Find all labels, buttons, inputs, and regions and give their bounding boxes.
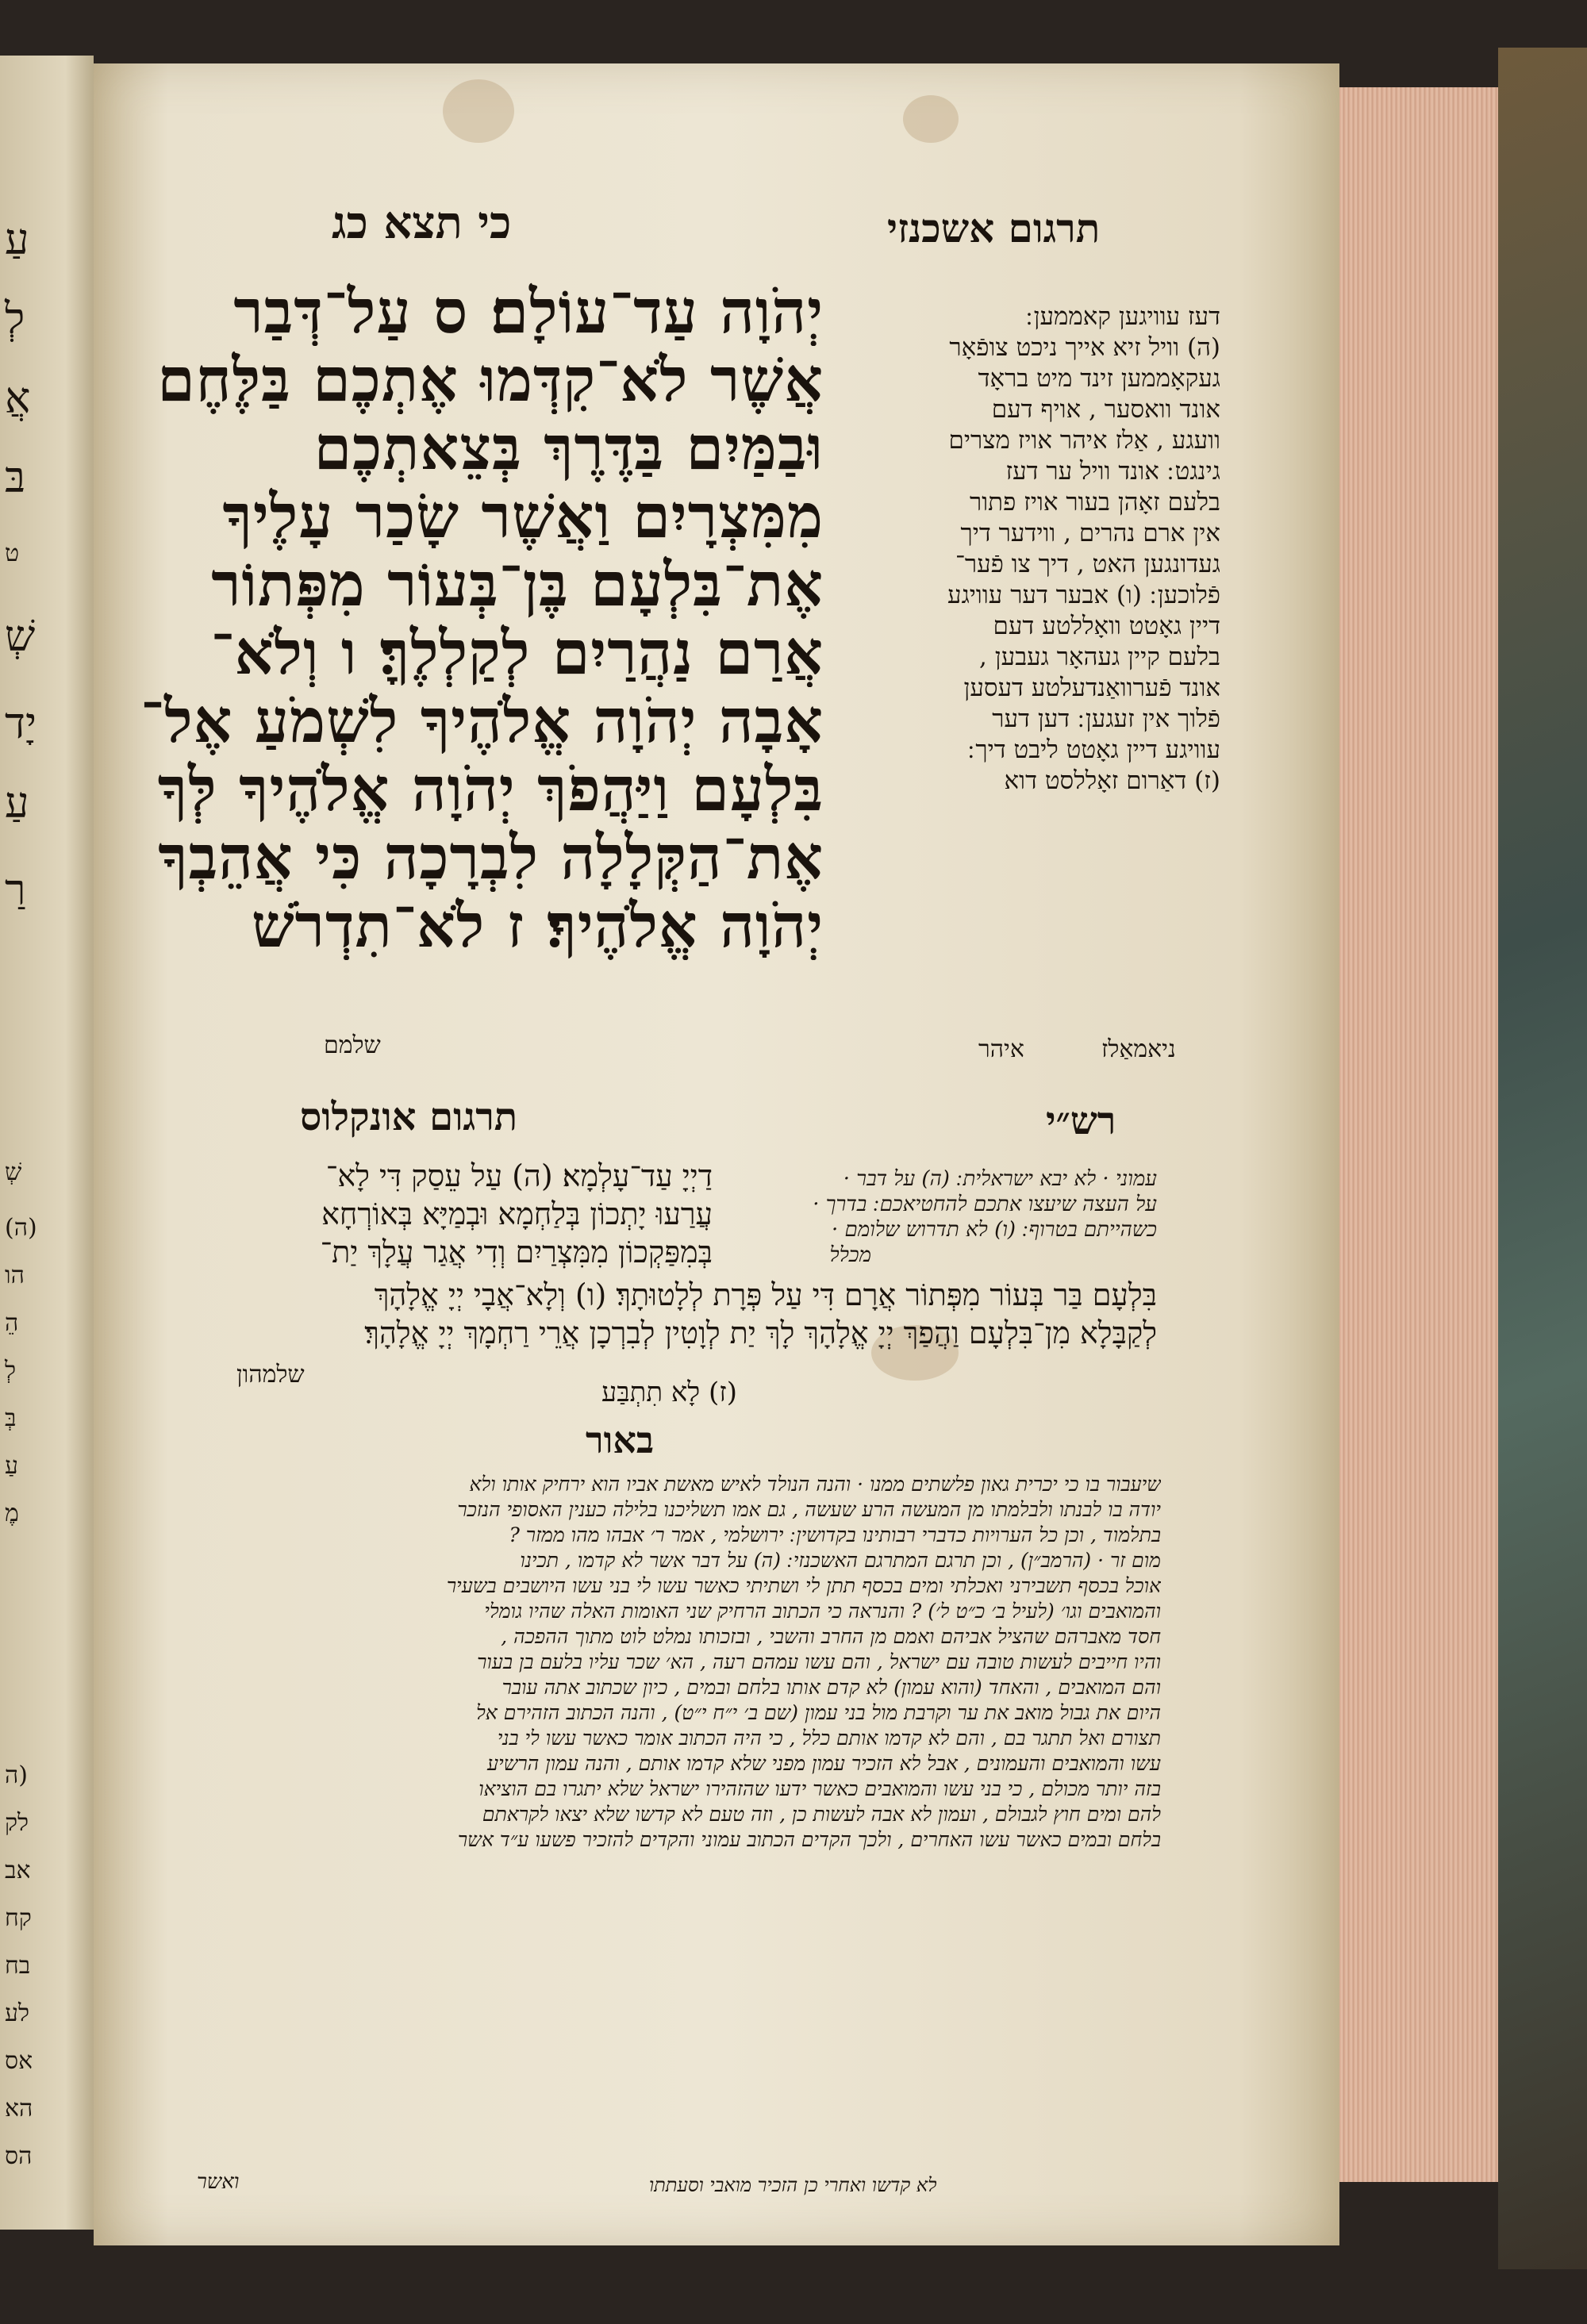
translation-line: אונד פֿערוואַנדעלטע דעסען [963, 674, 1220, 702]
biur-line: והמואבים וגו׳ (לעיל ב׳ כ״ט ל׳) ? והנראה כי הכתוב הרחיק שני האומות האלה שהיו גומלי [484, 1600, 1161, 1623]
translation-line: (ה) וויל זיא אייך ניכט צופֿאָר [949, 333, 1220, 362]
prev-fragment: בּ [5, 452, 26, 502]
foxing-stain [903, 95, 959, 143]
rashi-text [713, 1166, 1157, 1268]
prev-fragment: הא [5, 2095, 33, 2122]
prev-fragment: יָד [5, 698, 37, 748]
onkelos-line: בְּמִפַּקְכוֹן מִמִּצְרַיִם וְדִי אֲגַר עֲלָךְ יַת־ [320, 1235, 713, 1270]
biur-line: עשו והמואבים והעמונים , אבל לא הזכיר עמון מפני שלא קדמו אותם , והנה עמון הרשיע [487, 1752, 1161, 1775]
biur-header: באור [586, 1419, 655, 1462]
translation-line: פֿלוכען ׃ (ו) אבער דער עוויגע [947, 581, 1220, 609]
prev-fragment: בח [5, 1952, 31, 1980]
hebrew-line: אֶת־הַקְּלָלָה לִבְרָכָה כִּי אֲהֵבְךָ [158, 824, 824, 892]
translation-line: אין ארם נהרים , ווידער דיך [960, 519, 1220, 547]
hebrew-line: יְהֹוָה אֱלֹהֶיךָ׃ ז לֹא־תִדְרֹשׁ [251, 892, 824, 960]
biur-line: להם ומים חוץ לגבולם , ועמון לא אבה לעשות כן , וזה טעם לא קדשו שלא יצאו לקראתם [482, 1803, 1161, 1826]
hebrew-line: יְהֹוָה עַד־עוֹלָם׃ ס עַל־דְּבַר [233, 278, 824, 346]
prev-fragment: קח [5, 1904, 32, 1932]
onkelos-header: תרגום אונקלוס [300, 1095, 518, 1139]
biur-line: חסד מאברהם שהציל אביהם ואמם מן החרב והשבי , ובזכותו נמלט לוט מתוך ההפכה , [501, 1625, 1161, 1648]
prev-fragment: עַ [5, 1452, 18, 1480]
translation-line: געקאָממען זינד מיט בראָד [978, 364, 1220, 393]
translation-line: (ז) דאַרום זאָללסט דוא [1004, 766, 1220, 795]
prev-fragment: לְ [5, 294, 25, 344]
onkelos-line: לְקַבָּלָא מִן־בִּלְעָם וַהֲפַךְ יְיָ אֱלָהָךְ לָךְ יַת לְוָטִין לְבִרְכָן אֲרֵי רַחְמָךְ יְיָ אֱלָהָךְ׃ [364, 1316, 1157, 1350]
hebrew-line: אֲשֶׁר לֹא־קִדְּמוּ אֶתְכֶם בַּלֶּחֶם [157, 346, 824, 414]
onkelos-text-bottom [141, 1276, 1157, 1352]
prev-fragment: אב [5, 1857, 31, 1884]
biur-catchword: לא קדשו ואחרי כן הזכיר מואבי וסעתתו [649, 2174, 937, 2196]
prev-fragment: שְׁ [5, 611, 36, 661]
hebrew-line: מִמִּצְרָיִם וַאֲשֶׁר שָׂכַר עָלֶיךָ [222, 482, 824, 551]
onkelos-line: עֲרַעוּ יָתְכוֹן בְּלַחְמָא וּבְמַיָּא בְּאוֹרְחָא [321, 1197, 713, 1231]
translation-line: בלעם קיין געהאָר געבען , [979, 643, 1220, 671]
hebrew-catchword: שלמם [324, 1031, 381, 1059]
biur-line: מום זר · (הרמב״ן) , וכן תרגם המתרגם האשכנזי ׃ (ה) על דבר אשר לא קדמו , תכינו [520, 1549, 1161, 1572]
rashi-line: על העצה שיעצו אתכם להחטיאכם ׃ בדרך · [813, 1193, 1157, 1216]
translation-line: עוויגע דיין גאָטט ליבט דיך ׃ [967, 736, 1220, 764]
translation-line: דיין גאָטט וואָללטע דעם [993, 612, 1220, 640]
prev-fragment: מֶ [5, 1500, 19, 1527]
onkelos-line: דַיְיָ עַד־עָלְמָא׃ (ה) עַל עֵסַק דִּי לָא־ [325, 1158, 713, 1193]
rashi-line: עמוני · לא יבא ישראלית ׃ (ה) על דבר · [843, 1167, 1157, 1191]
translation-line: וועגע , אַלז איהר אויז מצרים [948, 426, 1220, 455]
rashi-line: מכלל [829, 1243, 871, 1267]
translation-line: פֿלוך אין זעגען ׃ דען דער [992, 705, 1220, 733]
translation-line: געדונגען האט , דיך צו פֿער־ [955, 550, 1220, 578]
biur-line: תצורם ואל תתגר בם , והם לא קדמו אותם כלל , כי היה הכתוב אומר כאשר עשו לי בני [497, 1727, 1161, 1750]
biur-line: והיו חייבים לעשות טובה עם ישראל , והם עשו עמהם רעה , הא׳ שכר עליו בלעם בן בעור [477, 1650, 1161, 1673]
prev-fragment: אֲ [5, 373, 31, 423]
biur-line: היום את גבול מואב את ער וקרבת מול בני עמון (שם ב׳ י״ח י״ט) , והנה הכתוב הזהירם אל [476, 1701, 1161, 1724]
book-cover [1498, 48, 1587, 2269]
rashi-header: רש״י [1046, 1099, 1116, 1143]
hebrew-line: אֶת־בִּלְעָם בֶּן־בְּעוֹר מִפְּתוֹר [211, 551, 824, 619]
biur-line: שיעבור בו כי יכרית גאון פלשתים ממנו · והנה הנולד לאיש מאשת אביו הוא ירחיק אותו ולא [469, 1473, 1161, 1496]
running-header-translation: תרגום אשכנזי [887, 205, 1101, 252]
prev-fragment: הו [5, 1262, 25, 1289]
hebrew-main-text [111, 278, 824, 960]
prev-fragment: (ה) [5, 1214, 37, 1242]
prev-fragment: ט [5, 540, 20, 567]
hebrew-line: אֲרַם נַהֲרַיִם לְקַלְלֶךָּ׃ ו וְלֹא־ [210, 619, 824, 687]
prev-fragment: שְׁ [5, 1158, 22, 1186]
biur-commentary [129, 1472, 1161, 1853]
foxing-stain [443, 79, 514, 143]
translation-line: אונד וואסער , אויף דעם [991, 395, 1220, 424]
prev-fragment: רַ [5, 865, 26, 915]
onkelos-catchword: (ז) לָא תִתְבַּע [601, 1377, 738, 1408]
prev-fragment: לְ [5, 1357, 17, 1385]
prev-fragment: בְּ [5, 1404, 17, 1432]
german-translation-column [840, 302, 1220, 797]
biur-line: בתלמוד , וכן כל הערויות כדברי רבותינו בקדושין ׃ ירושלמי , אמר ר׳ אבהו מהו ממזר ? [509, 1523, 1161, 1546]
prev-fragment: עַ [5, 778, 29, 828]
prev-fragment: הס [5, 2142, 33, 2170]
biur-line: בלחם ובמים כאשר עשו האחרים , ולכך הקדים הכתוב עמוני והקדים להזכיר פשעו ע״ד אשר [457, 1828, 1161, 1851]
translation-line: גינגט ׃ אונד וויל ער דעז [1005, 457, 1220, 486]
biur-line: יודה בו לבנתו ולבלמתו מן המעשה הרע שעשה , גם אמו תשליכנו בלילה כענין האסופי הנזכר [457, 1498, 1161, 1521]
biur-line: והם המואבים , והאחד (והוא עמון) לא קדם אותו בלחם ובמים , כיון שכתוב אתה עובר [501, 1676, 1161, 1699]
rashi-line: כשהייתם בטרוף ׃ (ו) לא תדרוש שלומם · [832, 1218, 1157, 1242]
prev-fragment: אס [5, 2047, 33, 2075]
page-edges [1339, 87, 1498, 2182]
prev-fragment: עַ [5, 214, 29, 264]
onkelos-line: בִּלְעָם בַּר בְּעוֹר מִפְּתוֹר אֲרָם דִּי עַל פְּרָת לְלָטוּתָךְ׃ (ו) וְלָא־אֲבָי יְיָ אֱלָהָךְ [374, 1277, 1157, 1312]
prev-fragment: (ה [5, 1761, 28, 1789]
running-header-parsha: כי תצא כג [332, 197, 512, 249]
biur-catchword: ואשר [197, 2170, 240, 2194]
previous-page-fragment [0, 56, 94, 2230]
translation-line: בלעם זאָהן בעור אויז פתור [970, 488, 1220, 517]
prev-fragment: לע [5, 1999, 30, 2027]
hebrew-line: וּבַמַּיִם בַּדֶּרֶךְ בְּצֵאתְכֶם [313, 414, 824, 482]
prev-fragment: לק [5, 1809, 29, 1837]
prev-fragment: הֵ [5, 1309, 19, 1337]
biur-line: אוכל בכסף תשבירני ואכלתי ומים בכסף תתן לי ושתיתי כאשר עשו לי בני עשו היושבים בשעיר [446, 1574, 1161, 1597]
book-page [94, 63, 1339, 2245]
translation-line: דעז עוויגען קאממען ׃ [1025, 302, 1220, 331]
onkelos-catchword: שלמהון [236, 1361, 305, 1389]
hebrew-line: אָבָה יְהֹוָה אֱלֹהֶיךָ לִשְׁמֹעַ אֶל־ [140, 687, 824, 755]
translation-catchword: איהר [978, 1035, 1024, 1063]
hebrew-line: בִּלְעָם וַיַּהֲפֹךְ יְהֹוָה אֱלֹהֶיךָ לְּךָ [157, 755, 824, 824]
biur-line: בזה יותר מכולם , כי בני עשו והמואבים כאשר ידעו שהזהירו ישראל שלא יתגרו בם הוציאו [478, 1777, 1161, 1800]
onkelos-text-top [141, 1157, 713, 1271]
translation-catchword: ניאמאַלז [1101, 1035, 1176, 1063]
